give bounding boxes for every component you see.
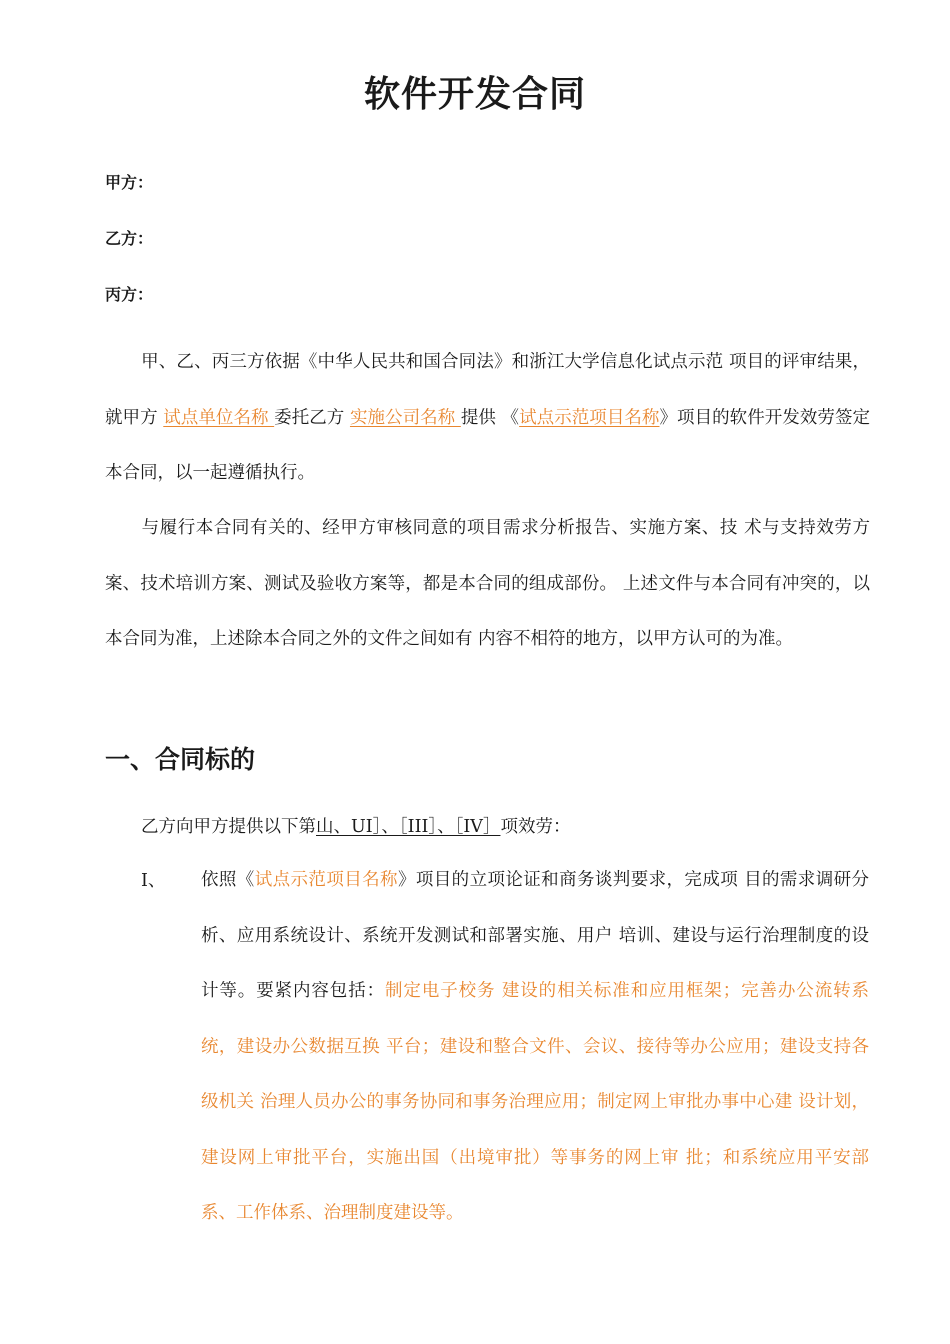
section-heading: 一、合同标的 [105,745,256,774]
party-a-label: 甲方： [105,173,154,192]
party-c-label: 丙方： [105,285,154,304]
intro-text-b: 委托乙方 [274,407,350,428]
item-1-text-a: 依照《 [201,870,255,890]
impl-company-placeholder: 实施公司名称 [349,407,461,428]
intro-text-d: 》项目的软件开发效劳签定本合同，以一起遵循执行。 [105,407,870,483]
item-1-highlight: 制定电子校务 建设的相关标准和应用框架；完善办公流转系统，建设办公数据互换 平台；建设和整合文件、会议、接待等办公应用；建设支持各级机关 治理人员办公的事务协同和事务治理应用；制定网上审批办事中心建 设计划，建设网上审批平台，实施出国（出境审批）等事务的网上审 批；和系统应用平安部系、工作体系、治理制度建设等。 [201,981,870,1223]
party-b-label: 乙方： [105,229,154,248]
intro-paragraph-2 [105,501,870,668]
intro-paragraph-1 [105,335,870,502]
project-name-placeholder: 试点示范项目名称 [519,407,660,428]
services-line [141,812,570,842]
item-1-text-b: 》项目的立项论证和商务谈判要求，完成项 目的需求调研分析、应用系统设计、系统开发测试和部署实施、用户 培训、建设与运行治理制度的设计等。要紧内容包括： [201,870,870,1001]
item-1-number: I、 [141,871,166,891]
intro-text-c: 提供 《 [460,407,520,428]
intro-paragraph-2-text: 与履行本合同有关的、经甲方审核同意的项目需求分析报告、实施方案、技 术与支持效劳方案、技术培训方案、测试及验收方案等，都是本合同的组成部份。 上述文件与本合同有冲突的，以本合同为准，上述除本合同之外的文件之间如有 内容不相符的地方，以甲方认可的为准。 [105,518,870,649]
intro-text-a: 甲、乙、丙三方依据《中华人民共和国合同法》和浙江大学信息化试点示范 项目的评审结果，就甲方 [105,352,870,428]
item-1-body [201,853,869,1242]
services-refs: 山、UI］、［III］、［IV］ [316,817,501,837]
item-1-project-name: 试点示范项目名称 [254,870,398,890]
page-title: 软件开发合同 [363,74,586,115]
services-suffix: 项效劳： [500,817,571,837]
pilot-unit-placeholder: 试点单位名称 [163,407,275,428]
services-prefix: 乙方向甲方提供以下第 [141,817,316,837]
